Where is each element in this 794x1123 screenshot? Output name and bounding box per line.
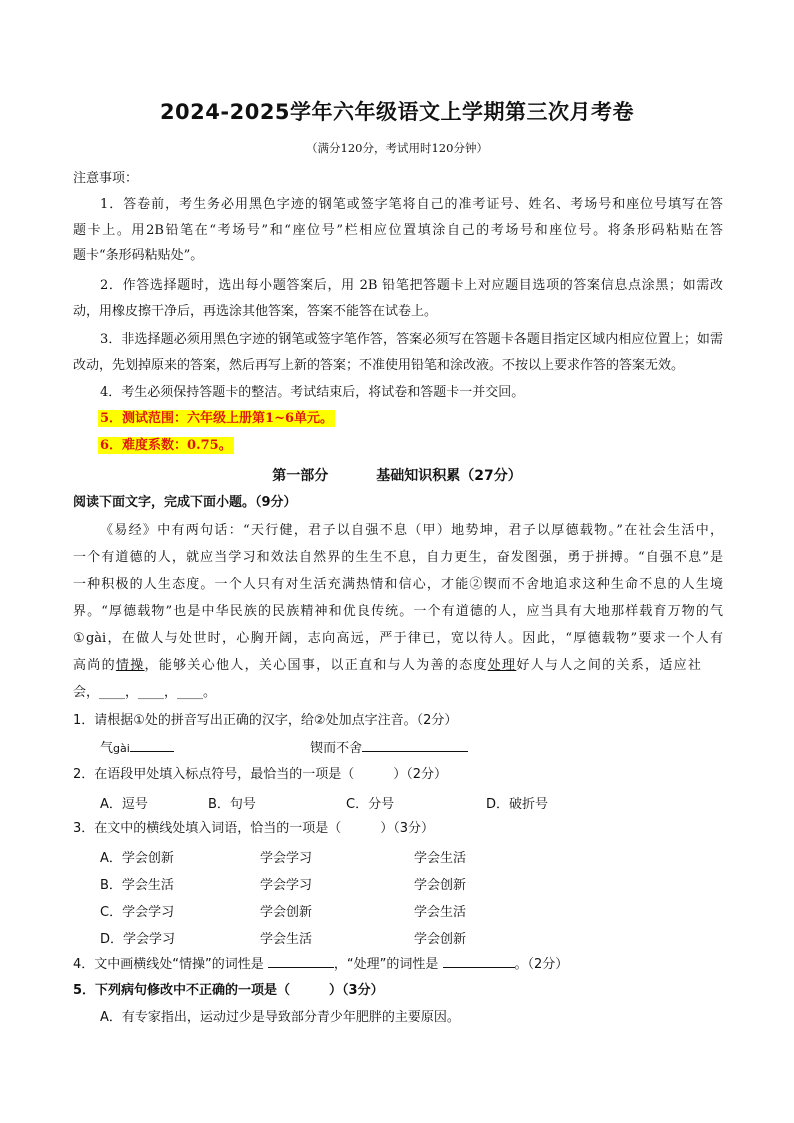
- section-part: 第一部分: [272, 468, 329, 484]
- reading-line-6-part-a: 高尚的: [73, 658, 116, 673]
- reading-line-6-part-c: 好人与人之间的关系，适应社: [516, 658, 703, 673]
- reading-line-3: 一种积极的人生态度。一个人只有对生活充满热情和信心，才能②锲而不舍地追求这种生命不息的人生境: [73, 577, 723, 592]
- q1-blank-2[interactable]: [362, 739, 468, 752]
- notice-item-5-highlight: 5．测试范围：六年级上册第1~6单元。: [100, 411, 334, 426]
- notice-item-4: 4．考生必须保持答题卡的整洁。考试结束后，将试卷和答题卡一并交回。: [100, 385, 525, 400]
- reading-line-2: 一个有道德的人，就应当学习和效法自然界的生生不息，自力更生，奋发图强，勇于拼搏。“自强不息”是: [73, 550, 723, 565]
- q3-option-b[interactable]: B．学会生活: [100, 878, 174, 893]
- q4-text-b: ，“处理”的词性是: [333, 957, 439, 972]
- question-5: 5．下列病句修改中不正确的一项是（ ）（3分）: [73, 983, 384, 998]
- question-1: 1．请根据①处的拼音写出正确的汉字，给②处加点字注音。（2分）: [73, 713, 458, 728]
- underlined-word-qingcao: 情操: [115, 658, 145, 673]
- q1-idiom: 锲而不舍: [310, 741, 363, 756]
- q5-option-a[interactable]: A．有专家指出，运动过少是导致部分青少年肥胖的主要原因。: [100, 1010, 460, 1025]
- q2-option-d[interactable]: D．破折号: [486, 797, 549, 812]
- q3-option-c-word-2: 学会创新: [260, 905, 313, 920]
- section-name: 基础知识积累（27分）: [376, 468, 522, 484]
- reading-line-7: 会，____，____，____。: [73, 685, 217, 700]
- q3-option-a[interactable]: A．学会创新: [100, 851, 174, 866]
- notice-heading: 注意事项：: [73, 171, 139, 186]
- page-subtitle: （满分120分，考试用时120分钟）: [306, 141, 488, 155]
- q4-blank-2[interactable]: [443, 955, 515, 968]
- q1-char-qi: 气: [100, 741, 114, 756]
- notice-item-1-line-1: 1．答卷前，考生务必用黑色字迹的钢笔或签字笔将自己的准考证号、姓名、考场号和座位号填写在答: [100, 197, 723, 212]
- reading-line-1: 《易经》中有两句话：“天行健，君子以自强不息（甲）地势坤，君子以厚德载物。”在社会生活中，: [100, 523, 723, 538]
- q3-option-b-word-3: 学会创新: [414, 878, 467, 893]
- section-heading: [0, 465, 794, 485]
- reading-line-6-part-b: ，能够关心他人，关心国事，以正直和与人为善的态度: [144, 658, 488, 673]
- q4-blank-1[interactable]: [268, 955, 334, 968]
- q2-option-a[interactable]: A．逗号: [100, 797, 148, 812]
- q3-option-c[interactable]: C．学会学习: [100, 905, 175, 920]
- reading-instruction: 阅读下面文字，完成下面小题。（9分）: [73, 495, 297, 510]
- q3-option-c-word-3: 学会生活: [414, 905, 467, 920]
- reading-line-6: [73, 657, 723, 675]
- q3-option-d-word-3: 学会创新: [414, 932, 467, 947]
- question-4: [73, 955, 723, 974]
- notice-item-3-line-1: 3．非选择题必须用黑色字迹的钢笔或签字笔作答，答案必须写在答题卡各题目指定区域内相应位置上；如需: [100, 332, 723, 347]
- notice-item-3-line-2: 改动，先划掉原来的答案，然后再写上新的答案；不准使用铅笔和涂改液。不按以上要求作答的答案无效。: [73, 358, 685, 373]
- notice-item-2-line-1: 2．作答选择题时，选出每小题答案后，用 2B 铅笔把答题卡上对应题目选项的答案信息点涂黑；如需改: [100, 278, 723, 293]
- q1-pinyin: gài: [113, 742, 130, 755]
- reading-line-4: 界。“厚德载物”也是中华民族的民族精神和优良传统。一个有道德的人，应当具有大地那样载育万物的气: [73, 604, 723, 619]
- question-3: 3．在文中的横线处填入词语，恰当的一项是（ ）（3分）: [73, 821, 435, 836]
- q3-option-a-word-2: 学会学习: [260, 851, 313, 866]
- notice-item-1-line-3: 题卡“条形码粘贴处”。: [73, 248, 204, 263]
- q3-option-d-word-2: 学会生活: [260, 932, 313, 947]
- q3-option-a-word-3: 学会生活: [414, 851, 467, 866]
- q2-option-c[interactable]: C．分号: [346, 797, 395, 812]
- question-2: 2．在语段甲处填入标点符号，最恰当的一项是（ ）（2分）: [73, 767, 448, 782]
- q4-text-a: 4．文中画横线处“情操”的词性是: [73, 957, 264, 972]
- question-1-answer-row: [100, 739, 750, 758]
- q2-option-b[interactable]: B．句号: [208, 797, 256, 812]
- page-title: 2024-2025学年六年级语文上学期第三次月考卷: [159, 100, 635, 124]
- q3-option-d[interactable]: D．学会学习: [100, 932, 176, 947]
- underlined-word-chuli: 处理: [487, 658, 517, 673]
- notice-item-1-line-2: 题卡上。用2B铅笔在“考场号”和“座位号”栏相应位置填涂自己的考场号和座位号。将条形码粘贴在答: [73, 223, 723, 238]
- notice-item-2-line-2: 动，用橡皮擦干净后，再选涂其他答案，答案不能答在试卷上。: [73, 304, 438, 319]
- q4-text-c: 。（2分）: [514, 957, 569, 972]
- q1-blank-1[interactable]: [130, 739, 174, 752]
- notice-item-6-highlight: 6．难度系数：0.75。: [100, 438, 232, 453]
- reading-line-5: ①gài，在做人与处世时，心胸开阔，志向高远，严于律已，宽以待人。因此，“厚德载物”要求一个人有: [73, 631, 723, 646]
- q3-option-b-word-2: 学会学习: [260, 878, 313, 893]
